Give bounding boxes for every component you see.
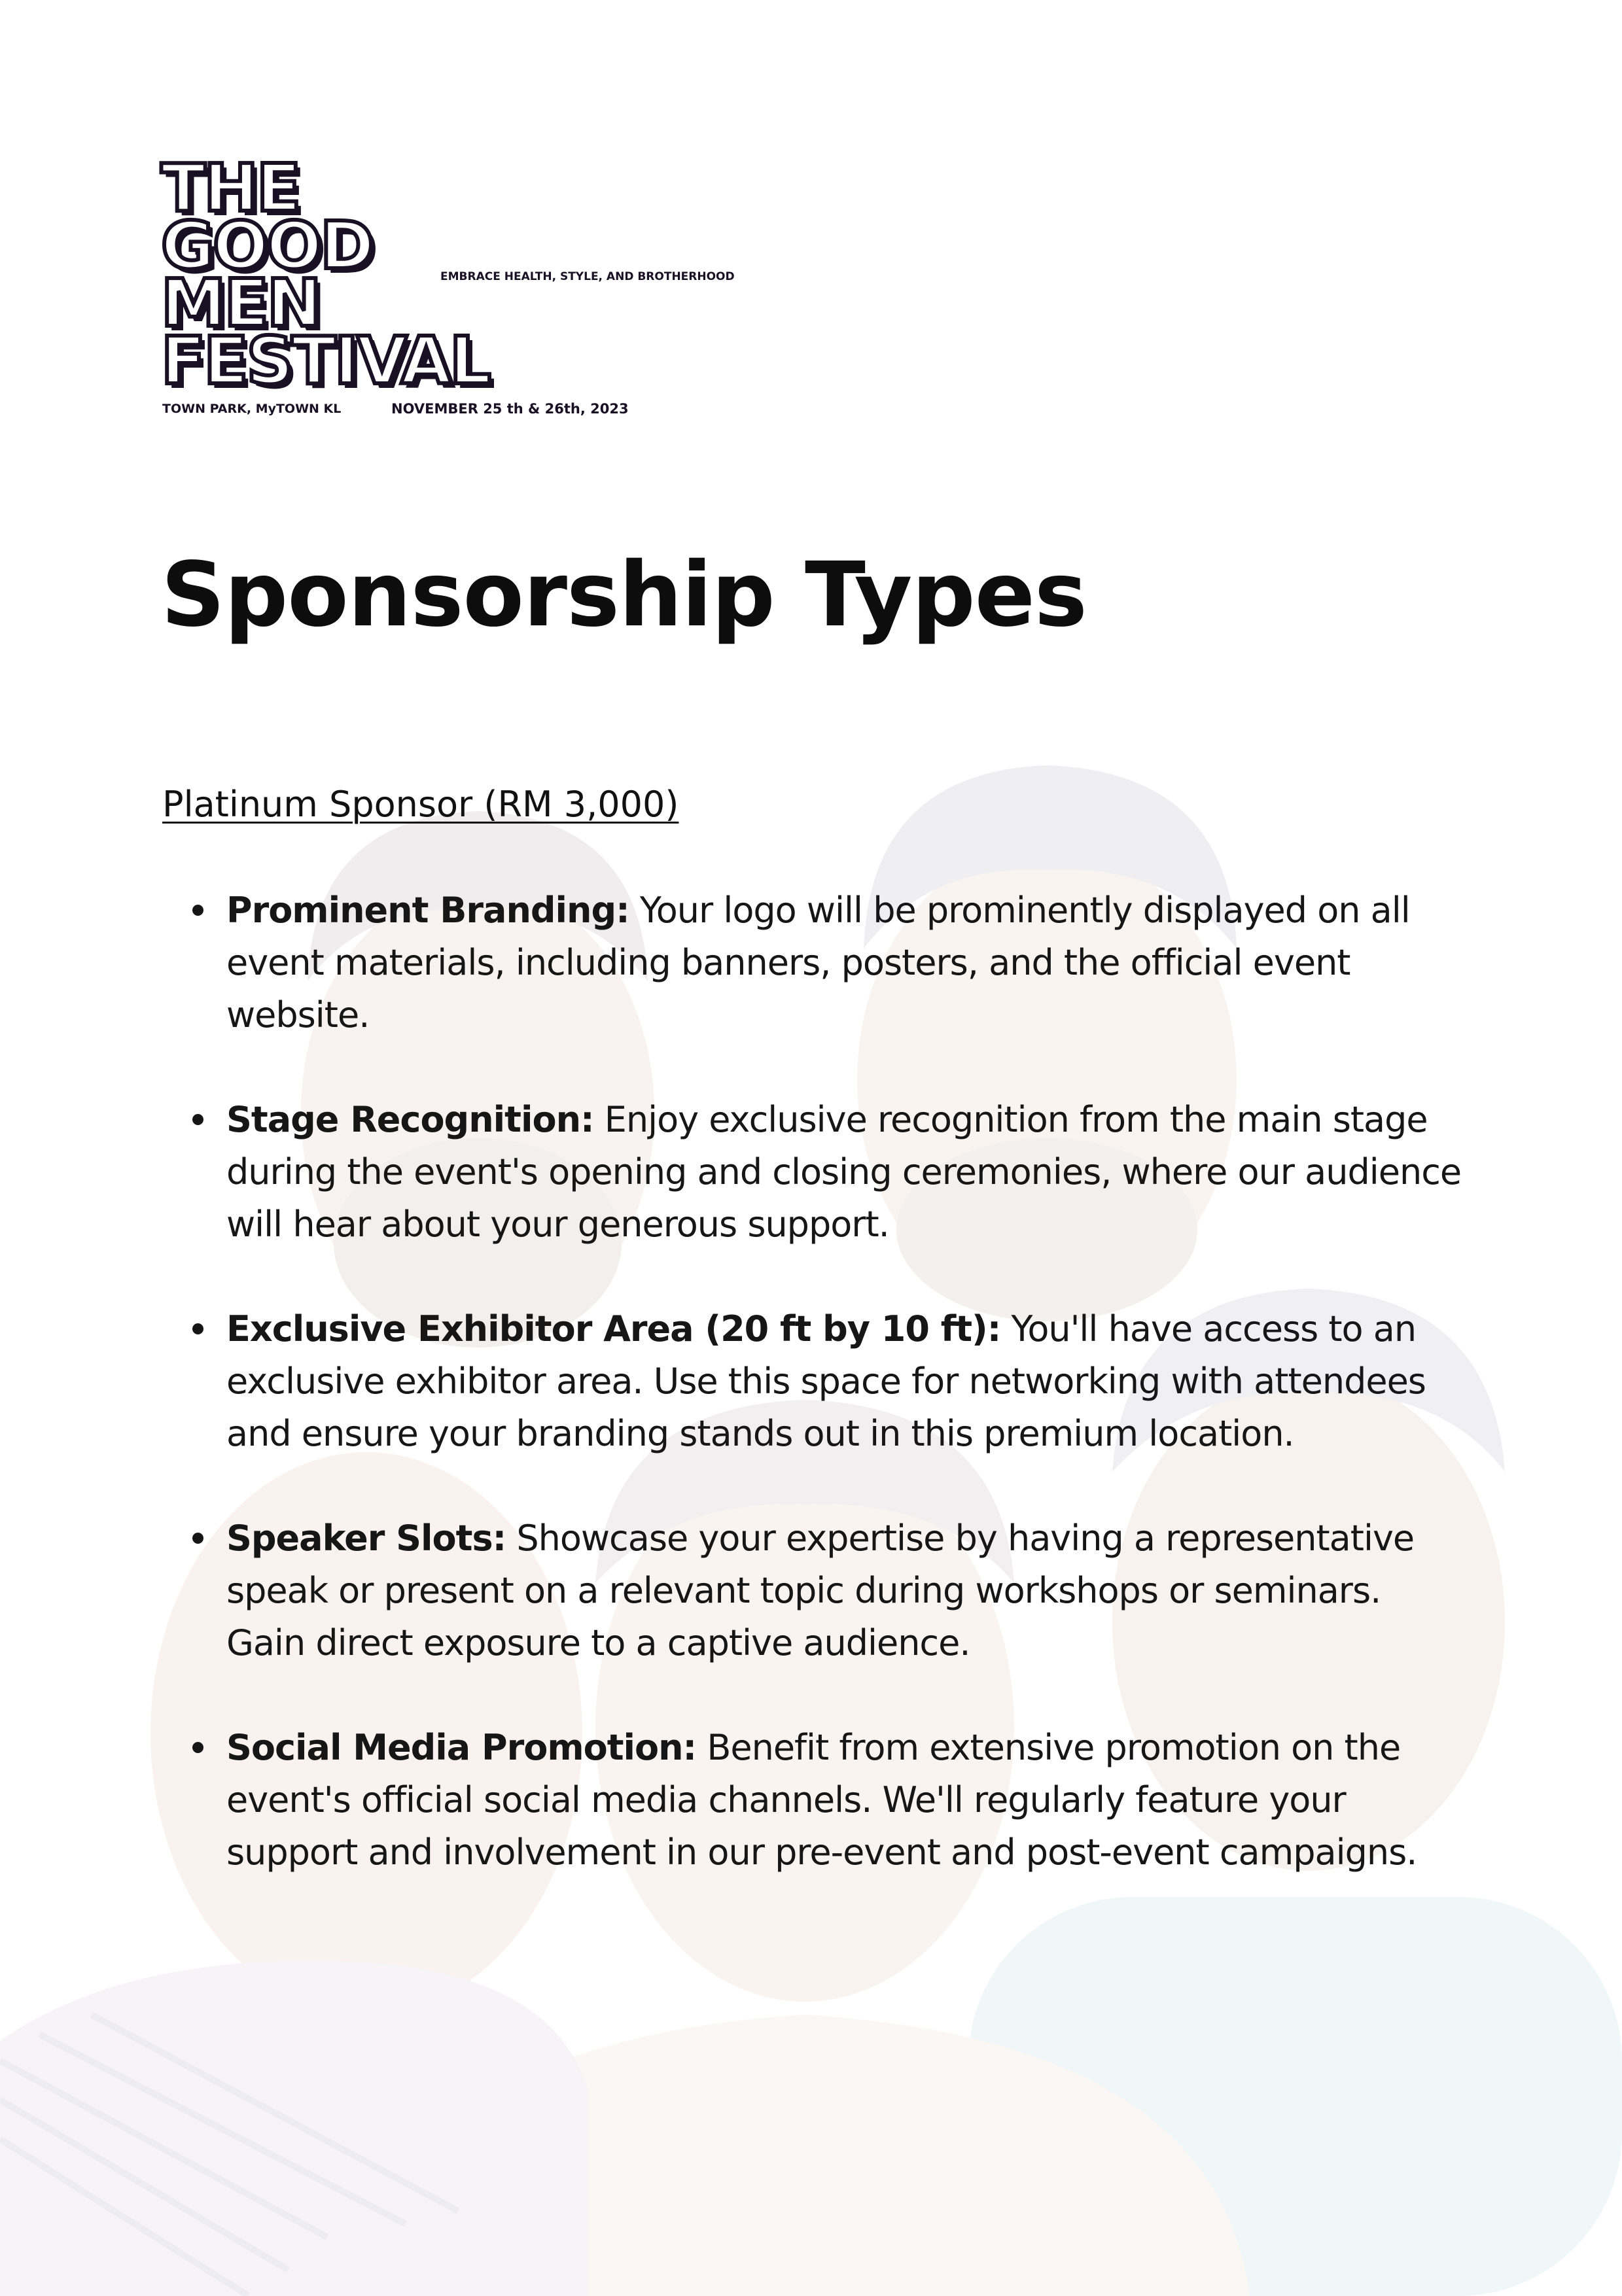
logo-word-festival: FESTIVAL — [161, 322, 489, 399]
section-heading-platinum: Platinum Sponsor (RM 3,000) — [162, 784, 679, 825]
logo-word-men: MEN — [161, 265, 320, 341]
logo-dates: NOVEMBER 25 th & 26th, 2023 — [391, 401, 629, 417]
benefit-text: Enjoy exclusive recognition from the main stage during the event's opening and closing ceremonies, where our audience will hear about your generous support. — [226, 1099, 1462, 1245]
benefit-item-branding — [226, 884, 1470, 1041]
logo-word-the: THE — [161, 150, 300, 226]
page-title: Sponsorship Types — [161, 544, 1087, 647]
benefit-text: Your logo will be prominently displayed on all event materials, including banners, posters, and the official event website. — [226, 890, 1410, 1035]
festival-logo — [161, 150, 815, 426]
benefit-text: Benefit from extensive promotion on the event's official social media channels. We'll regularly feature your support and involvement in our pre-event and post-event campaigns. — [226, 1727, 1417, 1873]
benefit-text: Showcase your expertise by having a representative speak or present on a relevant topic during workshops or seminars. Gain direct exposure to a captive audience. — [226, 1518, 1415, 1663]
benefit-title: Prominent Branding: — [226, 890, 629, 931]
logo-tagline: EMBRACE HEALTH, STYLE, AND BROTHERHOOD — [440, 270, 735, 283]
benefit-item-exhibitor — [226, 1303, 1470, 1460]
benefit-title: Speaker Slots: — [226, 1518, 506, 1559]
benefit-title: Social Media Promotion: — [226, 1727, 697, 1768]
benefit-list — [226, 884, 1470, 1931]
benefit-title: Exclusive Exhibitor Area (20 ft by 10 ft): — [226, 1308, 1001, 1349]
benefit-text: You'll have access to an exclusive exhibitor area. Use this space for networking with attendees and ensure your branding stands out in this premium location. — [226, 1308, 1426, 1454]
benefit-item-speaker — [226, 1512, 1470, 1669]
benefit-title: Stage Recognition: — [226, 1099, 594, 1140]
logo-word-good: GOOD — [161, 207, 373, 284]
benefit-item-social — [226, 1722, 1470, 1879]
benefit-item-stage — [226, 1094, 1470, 1251]
logo-location: TOWN PARK, MyTOWN KL — [162, 402, 342, 416]
